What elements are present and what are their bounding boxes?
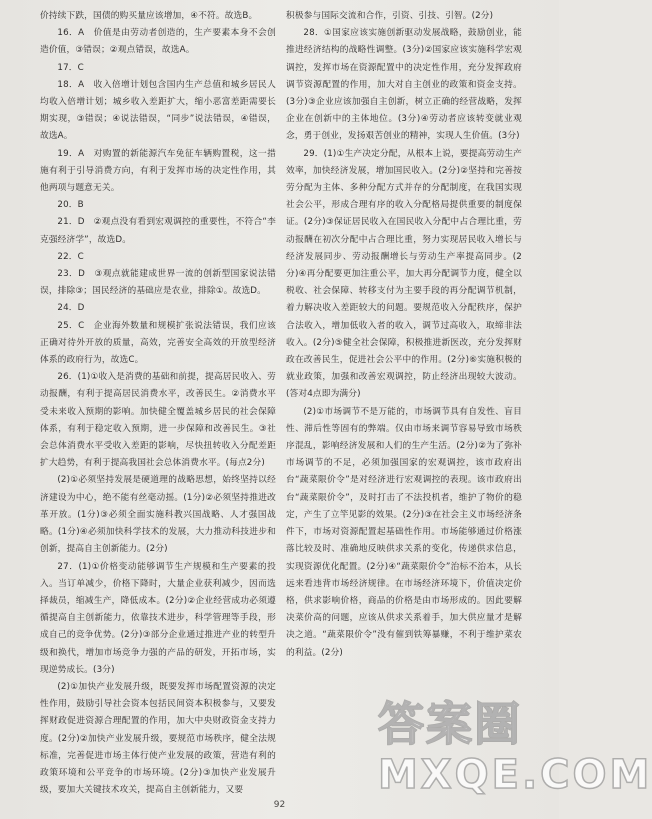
page-number: 92	[273, 800, 286, 810]
answer-paragraph: 积极参与国际交流和合作，引资、引技、引智。(2分)	[286, 11, 494, 21]
right-column	[286, 8, 522, 662]
answer-21: 21．D ②观点没有看到宏观调控的重要性，不符合“李克强经济学”，故选D。	[40, 217, 276, 245]
answer-24: 24．D	[57, 303, 85, 314]
answer-29-part2: (2)①市场调节不是万能的，市场调节具有自发性、盲目性、滞后性等固有的弊端。仅由市场来调节容易导致市场秩序混乱，影响经济发展和人们的生产生活。(2分)②为了弥补市场调节的不足，必须加强国家的宏观调控，该市政府出台“蔬菜限价令”是对经济进行宏观调控的表现。该市政府出台“蔬菜限价令”，及时打击了不法投机者，维护了物价的稳定，产生了立竿见影的效果。(2分)③在社会主义市场经济条件下，市场对资源配置起基础性作用。市场能够通过价格涨落比较及时、准确地反映供求关系的变化，传递供求信息，实现资源优化配置。(2分)④“蔬菜限价令”治标不治本，从长远来看违背市场经济规律。在市场经济环境下，价值决定价格，供求影响价格，商品的价格是由市场形成的。因此要解决菜价高的问题，应该从供求关系着手，加大供应量才是解决之道。“蔬菜限价令”没有催到铁筹暴赚，不利于维护菜农的利益。(2分)	[286, 406, 522, 658]
answer-27-part2: (2)①加快产业发展升级，既要发挥市场配置资源的决定性作用，鼓励引导社会资本包括民间资本积极参与，又要发挥财政促进资源合理配置的作用，加大中央财政资金支持力度。(2分)②加快产业发展升级，要规范市场秩序，健全法规标准，完善促进市场主体行使产业发展的政策，营造有利的政策环境和公平竞争的市场环境。(2分)③加快产业发展升级，要加大关键技术攻关，提高自主创新能力，又要	[40, 681, 276, 796]
answer-22: 22．C	[57, 251, 84, 262]
left-column	[40, 8, 276, 799]
answer-18: 18．A 收入倍增计划包含国内生产总值和城乡居民人均收入倍增计划；城乡收入差距扩大，缩小恶富差距需要长期实现，③错误；④说法错误，“同步”说法错误，④错误，故选A。	[40, 79, 276, 142]
answer-paragraph: 价持续下跌，国债的购买量应该增加，④不符。故选B。	[40, 11, 258, 21]
answer-16: 16．A 价值是由劳动者创造的，生产要素本身不会创造价值，③错误；②观点错误，故选A。	[40, 28, 276, 56]
answer-20: 20．B	[57, 200, 84, 211]
watermark-domain-text: MXQE.COM	[378, 752, 652, 798]
answer-19: 19．A 对购置的新能源汽车免征车辆购置税，这一措施有利于引导消费方向，有利于发挥市场的决定性作用，其他两项与题意无关。	[40, 148, 276, 194]
answer-25: 25．C 企业海外数量和规模扩张说法错误，我们应该正确对待外开放的质量，高效，完善安全高效的开放型经济体系的政府行为，故选C。	[40, 320, 276, 366]
answer-27-part1: 27．(1)①价格变动能够调节生产规模和生产要素的投入。当订单减少，价格下降时，大量企业获利减少，因而选择裁员，缩减生产，降低成本。(2分)②企业经营成功必须遵循提高自主创新能力，依靠技术进步，科学管理等手段，形成自己的竞争优势。(2分)③部分企业通过推进产业的转型升级和换代，增加市场竞争力强的产品的研发，开拓市场，实现逆势成长。(3分)	[40, 561, 276, 675]
answer-26-part1: 26．(1)①收入是消费的基础和前提，提高居民收入、劳动报酬，有利于提高居民消费水平，改善民生。②消费水平受未来收入预期的影响。加快健全覆盖城乡居民的社会保障体系，有利于稳定收入预期，进一步保障和改善民生。③社会总体消费水平受收入差距的影响，尽快扭转收入分配差距扩大趋势，有利于提高我国社会总体消费水平。(每点2分)	[40, 372, 276, 469]
watermark-logo-text: 答案圈	[378, 697, 522, 751]
answer-23: 23．D ③观点就能建成世界一流的创新型国家说法错误，排除③；国民经济的基础应是农业，排除①。故选D。	[40, 269, 276, 297]
answer-29-part1: 29．(1)①生产决定分配，从根本上说，要提高劳动生产效率，加快经济发展，增加国民收入。(2分)②坚持和完善按劳分配为主体、多种分配方式并存的分配制度，在我国实现社会公平，形成合理有序的收入分配格局提供重要的制度保证。(2分)③保证居民收入在国民收入分配中占合理比重，劳动报酬在初次分配中占合理比重，努力实现居民收入增长与经济发展同步、劳动报酬增长与劳动生产率提高同步。(2分)④再分配要更加注重公平，加大再分配调节力度，健全以税收、社会保障、转移支付为主要手段的再分配调节机制，着力解决收入差距较大的问题。要规范收入分配秩序，保护合法收入，增加低收入者的收入，调节过高收入，取缔非法收入。(2分)⑤健全社会保障，积极推进新医改，充分发挥财政在改善民生，促进社会公平中的作用。(2分)⑥实施积极的就业政策，加强和改善宏观调控，防止经济出现较大波动。(答对4点即为满分)	[286, 148, 522, 400]
answer-28: 28．①国家应该实施创新驱动发展战略，鼓励创业，能推进经济结构的战略性调整。(3分)②国家应该实施科学宏观调控，发挥市场在资源配置中的决定性作用，充分发挥政府调节资源配置的作用，加大对自主创业的政策和资金支持。(3分)③企业应该加强自主创新，树立正确的经营战略，发挥企业在创新中的主体地位。(3分)④劳动者应该转变就业观念，勇于创业，发扬艰苦创业的精神，实现人生价值。(3分)	[286, 28, 522, 142]
site-watermark	[378, 688, 652, 813]
answer-26-part2: (2)①必须坚持发展是硬道理的战略思想，始终坚持以经济建设为中心，绝不能有丝毫动摇。(1分)②必须坚持推进改革开放。(1分)③必须全面实施科教兴国战略、人才强国战略。(1分)④必须加快科学技术的发展，大力推动科技进步和创新，提高自主创新能力。(2分)	[40, 475, 276, 555]
answer-17: 17．C	[57, 62, 84, 73]
